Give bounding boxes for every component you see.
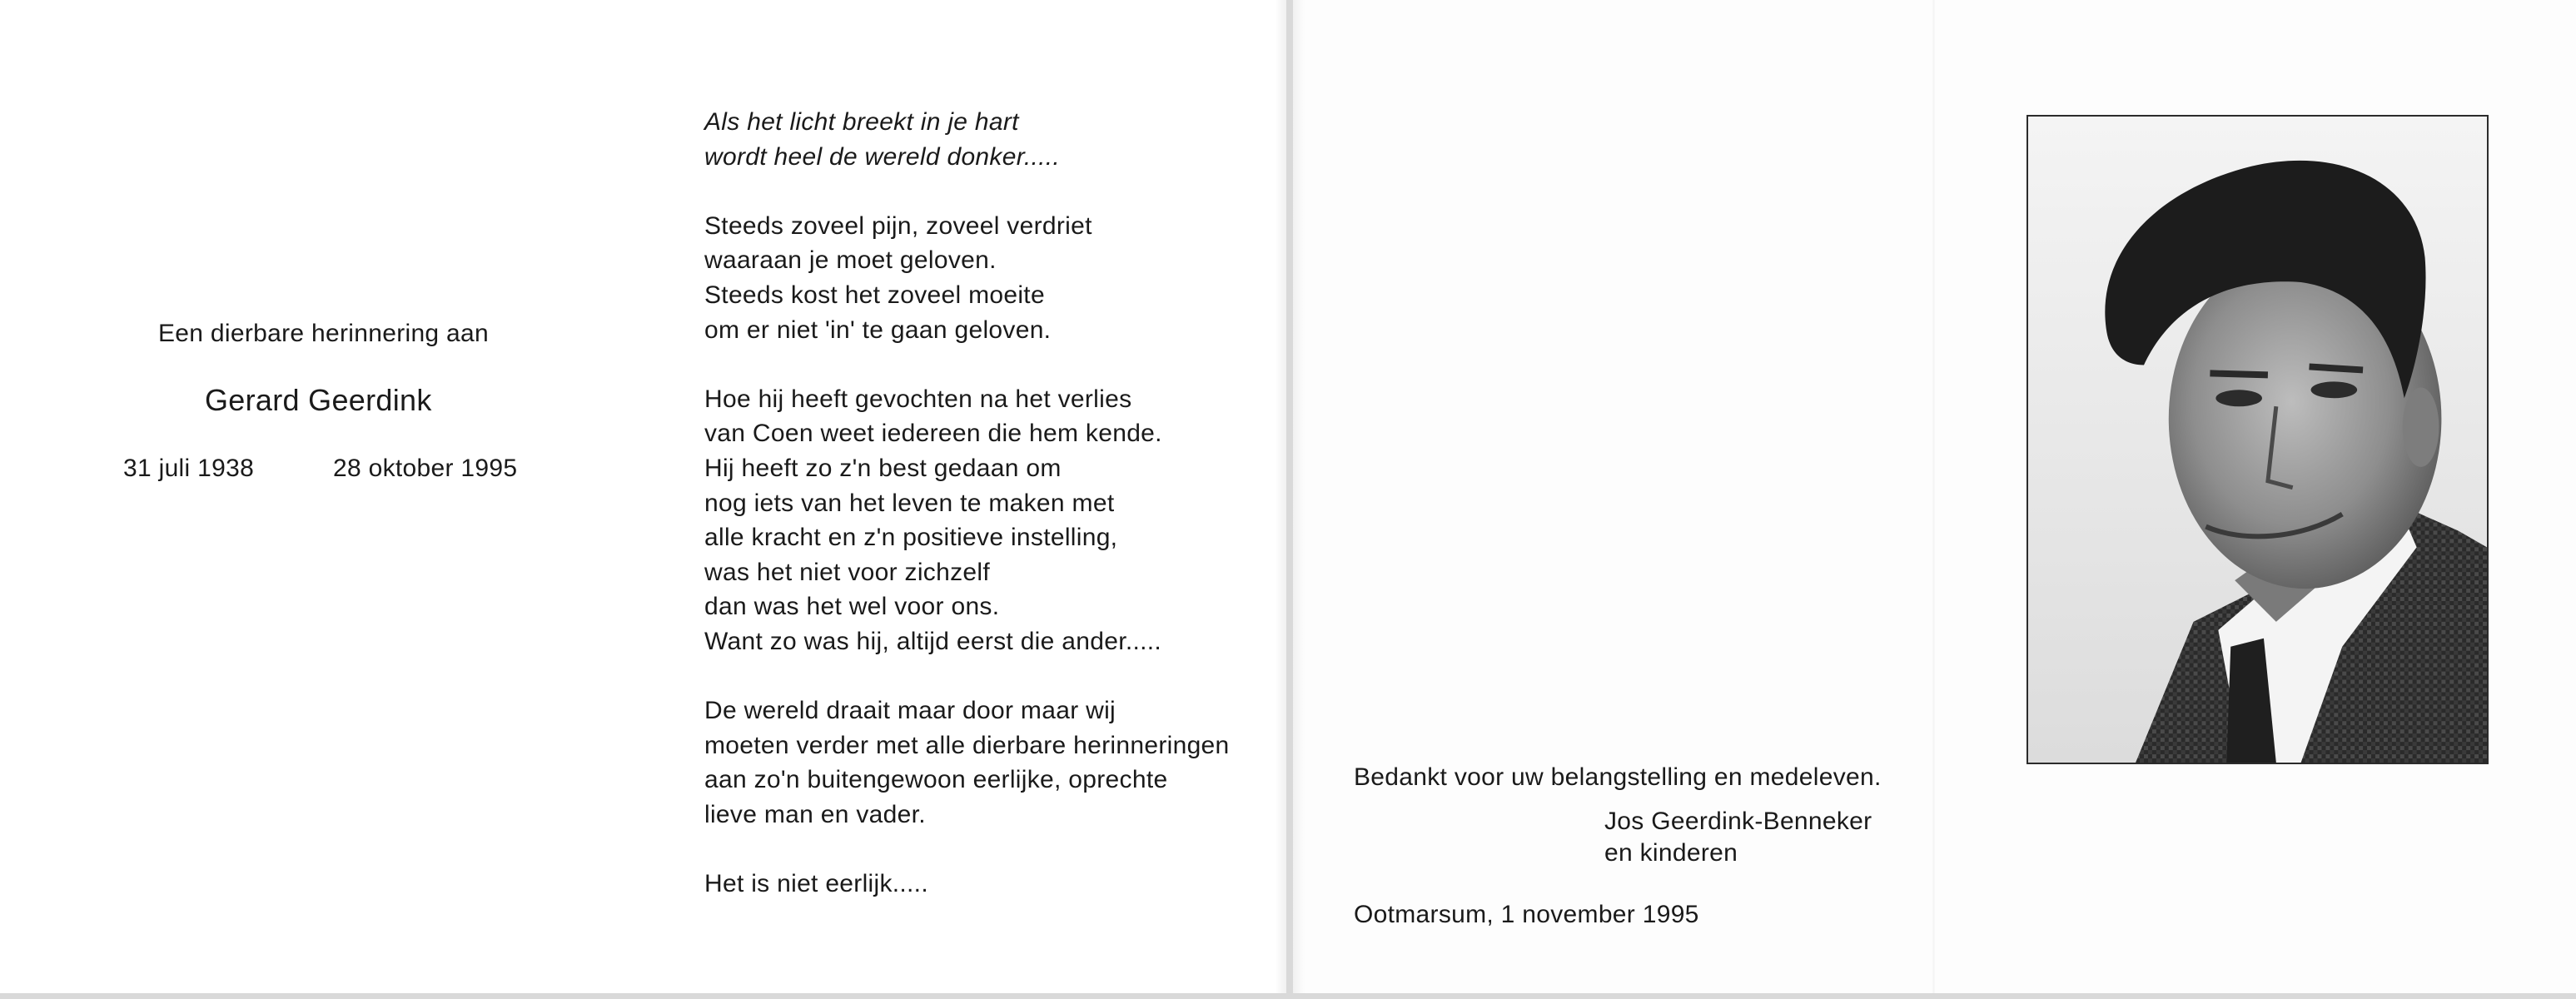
intro-text: Een dierbare herinnering aan — [158, 320, 490, 347]
poem-line: van Coen weet iedereen die hem kende. — [704, 420, 1162, 448]
poem-line: Het is niet eerlijk..... — [704, 870, 928, 898]
fold-shadow-left — [1275, 0, 1286, 993]
poem-line: om er niet 'in' te gaan geloven. — [704, 316, 1052, 344]
signature-family: en kinderen — [1604, 839, 1738, 867]
signature-name: Jos Geerdink-Benneker — [1604, 808, 1872, 835]
thanks-message: Bedankt voor uw belangstelling en medeleven. — [1354, 763, 1882, 791]
poem-line: aan zo'n buitengewoon eerlijke, oprechte — [704, 766, 1168, 794]
card-left-spread — [0, 0, 1286, 993]
fold-shadow-right — [1293, 0, 1305, 993]
poem-line: was het niet voor zichzelf — [704, 558, 990, 586]
poem-line: nog iets van het leven te maken met — [704, 489, 1115, 517]
poem-line: Hij heeft zo z'n best gedaan om — [704, 454, 1062, 482]
portrait-photo — [2026, 115, 2489, 764]
poem-line: waaraan je moet geloven. — [704, 246, 997, 275]
poem-line: dan was het wel voor ons. — [704, 593, 1000, 621]
portrait-photo-icon — [2028, 117, 2487, 763]
poem-stanza — [704, 867, 1230, 902]
poem-line: wordt heel de wereld donker..... — [704, 142, 1061, 171]
card-crease — [1932, 0, 1935, 993]
place-and-date: Ootmarsum, 1 november 1995 — [1354, 901, 1699, 928]
poem-stanza — [704, 382, 1230, 659]
memorial-poem — [704, 105, 1230, 936]
poem-line: Hoe hij heeft gevochten na het verlies — [704, 385, 1132, 413]
poem-line: lieve man en vader. — [704, 800, 926, 828]
poem-line: Steeds kost het zoveel moeite — [704, 281, 1045, 309]
date-of-birth: 31 juli 1938 — [123, 455, 255, 482]
poem-line: alle kracht en z'n positieve instelling, — [704, 524, 1118, 552]
poem-line: Want zo was hij, altijd eerst die ander..... — [704, 627, 1162, 655]
poem-line: Als het licht breekt in je hart — [704, 108, 1019, 136]
poem-line: moeten verder met alle dierbare herinneringen — [704, 731, 1230, 759]
poem-stanza — [704, 209, 1230, 347]
deceased-name: Gerard Geerdink — [205, 383, 432, 417]
poem-stanza — [704, 693, 1230, 832]
poem-line: De wereld draait maar door maar wij — [704, 697, 1116, 725]
poem-line: Steeds zoveel pijn, zoveel verdriet — [704, 211, 1092, 240]
date-of-death: 28 oktober 1995 — [333, 455, 518, 482]
poem-stanza — [704, 105, 1230, 174]
